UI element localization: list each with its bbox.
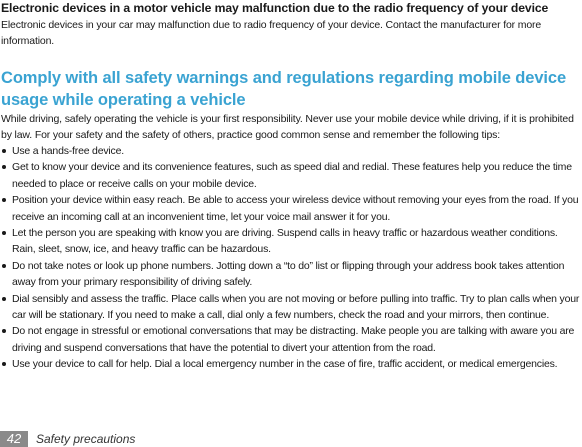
bullet-icon [2,198,6,202]
bullet-icon [2,149,6,153]
list-item-text: Use your device to call for help. Dial a local emergency number in the case of fire, traffic accident, or medical emergencies. [12,358,558,371]
list-item [0,258,580,291]
section-body-radio-frequency: Electronic devices in your car may malfunction due to radio frequency of your device. Contact the manufacturer for more information. [1,19,542,47]
list-item [0,356,580,372]
page-number: 42 [0,431,28,447]
footer-section-label: Safety precautions [36,432,136,446]
list-item [0,159,580,192]
list-item-text: Dial sensibly and assess the traffic. Place calls when you are not moving or before pulling into traffic. Try to plan calls when your car will be stationary. If you need to make a call, dial only a few numbers, check the road and your mirrors, then continue. [12,292,580,322]
section-heading-vehicle-safety: Comply with all safety warnings and regulations regarding mobile device usage while operating a vehicle [1,69,567,109]
list-item-text: Position your device within easy reach. Be able to access your wireless device without removing your eyes from the road. If you receive an incoming call at an inconvenient time, let your voice mail answer it for you. [12,194,579,223]
list-item-text: Do not engage in stressful or emotional conversations that may be distracting. Make people you are talking with aware you are driving and suspend conversations that have the potential to divert your attention from the road. [12,325,575,354]
list-item-text: Get to know your device and its convenience features, such as speed dial and redial. These features help you reduce the time needed to place or receive calls on your mobile device. [12,161,572,190]
list-item-text: Use a hands-free device. [12,145,124,157]
list-item [0,323,580,356]
safety-tips-list [0,143,582,373]
bullet-icon [2,362,6,366]
page-footer [0,431,200,447]
list-item [0,291,580,324]
bullet-icon [2,329,6,333]
bullet-icon [2,297,6,301]
section-body-vehicle-safety: While driving, safely operating the vehicle is your first responsibility. Never use your mobile device while driving, if it is prohibited by law. For your safety and the safety of others, practice good common sense and remember the following tips: [1,113,574,141]
list-item [0,192,580,225]
list-item-text: Let the person you are speaking with know you are driving. Suspend calls in heavy traffic or hazardous weather conditions. Rain, sleet, snow, ice, and heavy traffic can be hazardous. [12,227,558,256]
list-item [0,225,580,258]
bullet-icon [2,231,6,235]
bullet-icon [2,165,6,169]
list-item-text: Do not take notes or look up phone numbers. Jotting down a “to do” list or flipping through your address book takes attention away from your primary responsibility of driving safely. [12,259,565,289]
bullet-icon [2,264,6,268]
section-heading-radio-frequency: Electronic devices in a motor vehicle may malfunction due to the radio frequency of your device [1,1,549,15]
list-item [0,143,580,159]
